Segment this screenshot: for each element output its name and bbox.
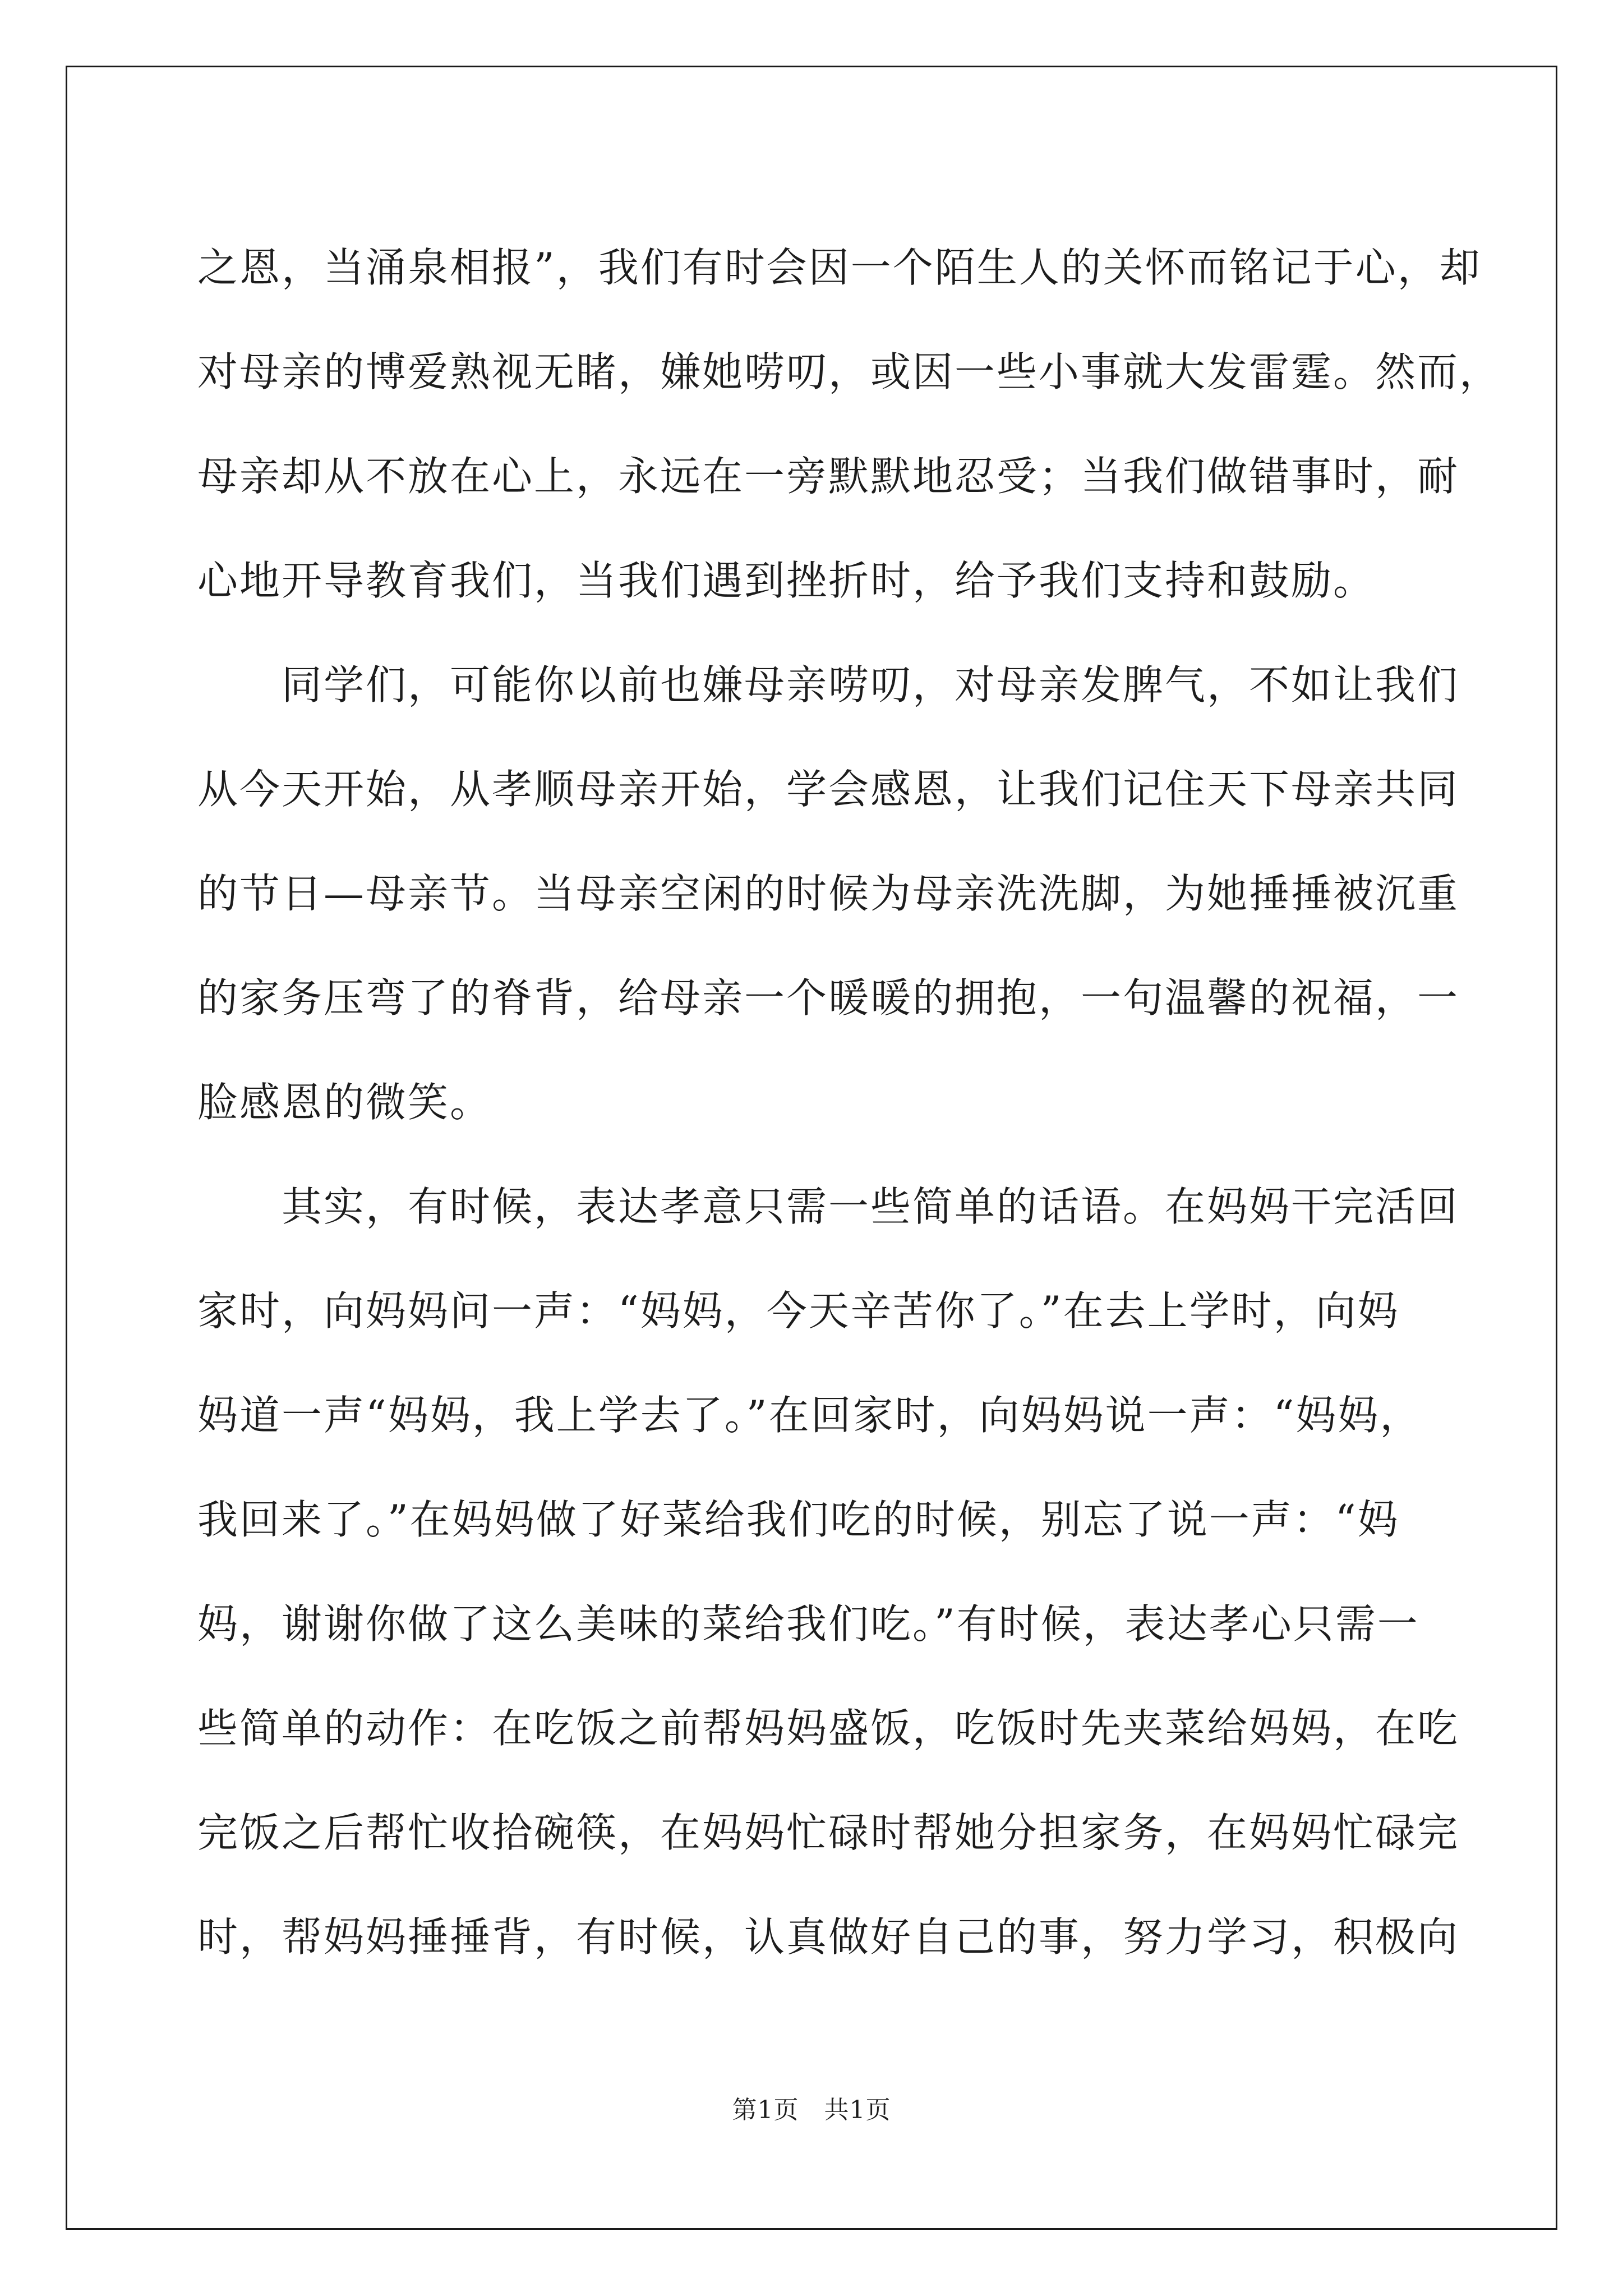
text-line: 时，帮妈妈捶捶背，有时候，认真做好自己的事，努力学习，积极向 — [197, 1913, 1460, 1961]
text-line: 我回来了。”在妈妈做了好菜给我们吃的时候，别忘了说一声：“妈 — [197, 1496, 1400, 1543]
paragraph — [197, 215, 1502, 633]
text-line: 妈道一声“妈妈，我上学去了。”在回家时，向妈妈说一声：“妈妈， — [197, 1392, 1422, 1439]
text-line: 些简单的动作：在吃饭之前帮妈妈盛饭，吃饭时先夹菜给妈妈，在吃 — [197, 1705, 1460, 1752]
text-line: 的家务压弯了的脊背，给母亲一个暖暖的拥抱，一句温馨的祝福，一 — [197, 974, 1460, 1022]
text-line: 脸感恩的微笑。 — [197, 1079, 492, 1126]
text-line: 心地开导教育我们，当我们遇到挫折时，给予我们支持和鼓励。 — [197, 557, 1376, 604]
text-line: 对母亲的博爱熟视无睹，嫌她唠叨，或因一些小事就大发雷霆。然而， — [197, 348, 1502, 395]
text-line: 同学们，可能你以前也嫌母亲唠叨，对母亲发脾气，不如让我们 — [282, 661, 1460, 708]
text-line: 之恩，当涌泉相报”，我们有时会因一个陌生人的关怀而铭记于心，却 — [197, 244, 1482, 291]
text-line: 妈，谢谢你做了这么美味的菜给我们吃。”有时候，表达孝心只需一 — [197, 1600, 1419, 1648]
document-body — [197, 215, 1502, 1989]
text-line: 其实，有时候，表达孝意只需一些简单的话语。在妈妈干完活回 — [282, 1183, 1460, 1230]
text-line: 完饭之后帮忙收拾碗筷，在妈妈忙碌时帮她分担家务，在妈妈忙碌完 — [197, 1809, 1460, 1856]
paragraph — [197, 633, 1487, 1154]
text-line: 家时，向妈妈问一声：“妈妈，今天辛苦你了。”在去上学时，向妈 — [197, 1287, 1400, 1335]
text-line: 的节日—母亲节。当母亲空闲的时候为母亲洗洗脚，为她捶捶被沉重 — [197, 870, 1460, 917]
text-line: 母亲却从不放在心上，永远在一旁默默地忍受；当我们做错事时，耐 — [197, 453, 1460, 500]
page-number-footer: 第1页 共1页 — [732, 2096, 891, 2124]
text-line: 从今天开始，从孝顺母亲开始，学会感恩，让我们记住天下母亲共同 — [197, 766, 1460, 813]
paragraph — [197, 1154, 1487, 1989]
